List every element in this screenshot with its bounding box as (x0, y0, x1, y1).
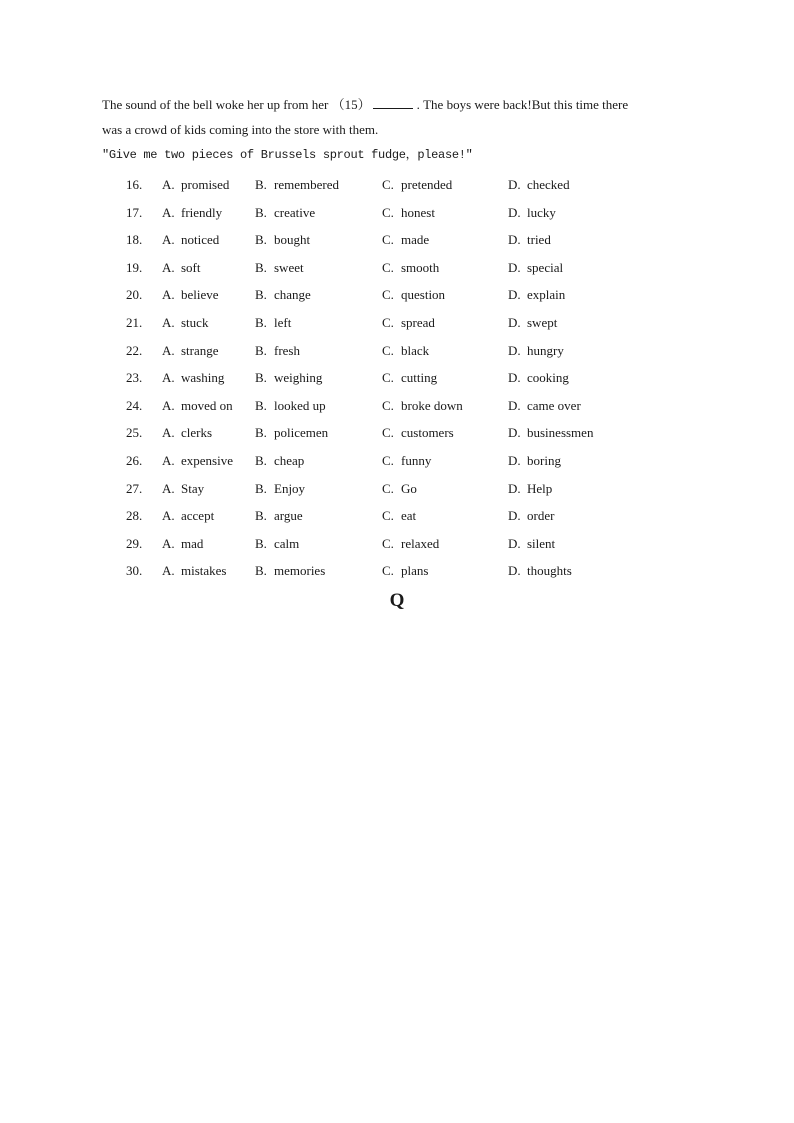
passage-line-1-start: The sound of the bell woke her up from her （15） (102, 97, 371, 112)
option-letter: B. (255, 425, 267, 441)
option-text: order (527, 508, 555, 524)
option-c (382, 171, 452, 199)
option-text: creative (274, 204, 316, 220)
question-row (0, 502, 794, 530)
option-b (255, 557, 325, 585)
option-text: boring (527, 452, 561, 468)
option-b (255, 419, 328, 447)
option-text: argue (274, 508, 303, 524)
option-b (255, 171, 339, 199)
option-text: Stay (181, 480, 205, 496)
option-c (382, 392, 463, 420)
option-letter: B. (255, 370, 267, 386)
option-text: silent (527, 535, 556, 551)
option-text: black (401, 342, 430, 358)
option-letter: D. (508, 480, 521, 496)
question-number: 29. (126, 535, 143, 551)
option-letter: A. (162, 425, 175, 441)
option-text: friendly (181, 204, 223, 220)
option-a (162, 502, 214, 530)
option-letter: D. (508, 204, 521, 220)
option-letter: A. (162, 397, 175, 413)
question-number: 26. (126, 452, 143, 468)
option-letter: A. (162, 342, 175, 358)
option-c (382, 557, 428, 585)
option-text: looked up (274, 397, 326, 413)
option-a (162, 392, 233, 420)
question-number: 16. (126, 177, 143, 192)
option-a (162, 199, 222, 227)
option-b (255, 364, 322, 392)
option-text: promised (181, 177, 230, 192)
option-letter: A. (162, 232, 175, 248)
option-d (508, 475, 552, 503)
option-text: plans (401, 563, 429, 579)
option-b (255, 392, 326, 420)
question-row (0, 364, 794, 392)
question-row (0, 281, 794, 309)
option-b (255, 447, 304, 475)
option-text: honest (401, 204, 435, 220)
option-text: funny (401, 452, 432, 468)
option-b (255, 530, 299, 558)
option-a (162, 530, 203, 558)
question-number: 24. (126, 397, 143, 413)
question-number: 30. (126, 563, 143, 579)
question-number: 20. (126, 287, 143, 303)
option-letter: C. (382, 287, 394, 303)
option-letter: C. (382, 452, 394, 468)
option-c (382, 530, 439, 558)
option-text: calm (274, 535, 300, 551)
option-letter: B. (255, 314, 267, 330)
passage-line-1-end: . The boys were back!But this time there (416, 97, 629, 112)
option-letter: A. (162, 480, 175, 496)
option-letter: C. (382, 177, 394, 192)
option-b (255, 199, 315, 227)
option-letter: C. (382, 480, 394, 496)
question-row (0, 475, 794, 503)
option-b (255, 226, 310, 254)
option-letter: D. (508, 287, 521, 303)
option-d (508, 392, 581, 420)
option-letter: A. (162, 370, 175, 386)
option-c (382, 364, 437, 392)
question-row (0, 419, 794, 447)
option-d (508, 226, 551, 254)
option-c (382, 419, 454, 447)
option-letter: D. (508, 232, 521, 248)
option-letter: A. (162, 287, 175, 303)
option-b (255, 475, 305, 503)
option-text: clerks (181, 425, 213, 441)
question-number: 23. (126, 370, 143, 386)
option-text: washing (181, 370, 225, 386)
option-b (255, 281, 311, 309)
option-text: policemen (274, 425, 329, 441)
option-text: made (401, 232, 430, 248)
question-row (0, 530, 794, 558)
option-d (508, 337, 564, 365)
option-d (508, 171, 570, 199)
option-text: change (274, 287, 311, 303)
option-text: accept (181, 508, 215, 524)
option-d (508, 281, 565, 309)
answer-blank-15 (373, 95, 413, 109)
option-letter: A. (162, 177, 175, 192)
question-row (0, 171, 794, 199)
question-number: 18. (126, 232, 143, 248)
option-letter: B. (255, 232, 267, 248)
option-text: cutting (401, 370, 438, 386)
option-letter: D. (508, 314, 521, 330)
passage-line-2: was a crowd of kids coming into the store with them. (102, 122, 379, 137)
option-a (162, 337, 219, 365)
option-text: soft (181, 259, 201, 275)
option-letter: B. (255, 204, 267, 220)
option-a (162, 364, 224, 392)
option-letter: D. (508, 452, 521, 468)
option-letter: A. (162, 452, 175, 468)
option-c (382, 281, 445, 309)
option-d (508, 364, 569, 392)
option-letter: B. (255, 397, 267, 413)
option-text: smooth (401, 259, 440, 275)
option-letter: C. (382, 232, 394, 248)
option-text: Go (401, 480, 417, 496)
option-letter: C. (382, 370, 394, 386)
option-letter: C. (382, 508, 394, 524)
option-text: pretended (401, 177, 453, 192)
option-text: stuck (181, 314, 209, 330)
option-d (508, 199, 556, 227)
option-c (382, 226, 429, 254)
option-text: fresh (274, 342, 300, 358)
question-number: 21. (126, 314, 143, 330)
option-c (382, 447, 431, 475)
option-d (508, 557, 572, 585)
question-list (0, 171, 794, 585)
option-b (255, 502, 303, 530)
option-letter: D. (508, 508, 521, 524)
question-row (0, 392, 794, 420)
option-d (508, 530, 555, 558)
option-text: cheap (274, 452, 305, 468)
option-letter: B. (255, 535, 267, 551)
option-text: noticed (181, 232, 220, 248)
option-letter: D. (508, 259, 521, 275)
option-c (382, 337, 429, 365)
option-letter: C. (382, 259, 394, 275)
option-text: remembered (274, 177, 339, 192)
option-a (162, 309, 208, 337)
option-letter: D. (508, 535, 521, 551)
option-text: memories (274, 563, 326, 579)
passage (102, 95, 702, 170)
option-text: Enjoy (274, 480, 306, 496)
option-text: believe (181, 287, 219, 303)
question-number: 28. (126, 508, 143, 524)
option-d (508, 447, 561, 475)
question-row (0, 199, 794, 227)
option-c (382, 199, 435, 227)
option-letter: A. (162, 535, 175, 551)
option-letter: A. (162, 508, 175, 524)
option-letter: B. (255, 342, 267, 358)
option-letter: B. (255, 508, 267, 524)
option-letter: D. (508, 342, 521, 358)
option-letter: B. (255, 480, 267, 496)
question-number: 17. (126, 204, 143, 220)
option-text: question (401, 287, 446, 303)
option-a (162, 557, 227, 585)
option-letter: C. (382, 397, 394, 413)
option-text: eat (401, 508, 417, 524)
option-text: tried (527, 232, 551, 248)
question-number: 22. (126, 342, 143, 358)
option-letter: C. (382, 204, 394, 220)
option-letter: C. (382, 314, 394, 330)
option-c (382, 309, 435, 337)
option-d (508, 254, 563, 282)
passage-line-3: "Give me two pieces of Brussels sprout fudge，please!" (102, 148, 473, 162)
option-text: weighing (274, 370, 323, 386)
option-c (382, 502, 416, 530)
passage-line-1 (102, 95, 702, 120)
option-letter: A. (162, 314, 175, 330)
option-text: Help (527, 480, 553, 496)
option-letter: C. (382, 425, 394, 441)
option-letter: B. (255, 563, 267, 579)
option-letter: B. (255, 177, 267, 192)
option-text: lucky (527, 204, 556, 220)
option-b (255, 337, 300, 365)
option-text: checked (527, 177, 570, 192)
option-c (382, 475, 417, 503)
option-b (255, 254, 304, 282)
question-row (0, 309, 794, 337)
option-d (508, 309, 557, 337)
question-row (0, 254, 794, 282)
option-text: sweet (274, 259, 304, 275)
option-text: spread (401, 314, 435, 330)
option-text: businessmen (527, 425, 594, 441)
question-number: 27. (126, 480, 143, 496)
option-a (162, 226, 219, 254)
option-a (162, 254, 201, 282)
option-text: mad (181, 535, 204, 551)
option-letter: D. (508, 563, 521, 579)
option-text: moved on (181, 397, 233, 413)
option-text: special (527, 259, 564, 275)
option-a (162, 419, 212, 447)
option-a (162, 281, 219, 309)
option-letter: A. (162, 259, 175, 275)
option-letter: B. (255, 287, 267, 303)
option-text: customers (401, 425, 454, 441)
option-text: swept (527, 314, 558, 330)
option-text: hungry (527, 342, 564, 358)
option-c (382, 254, 439, 282)
option-b (255, 309, 291, 337)
question-number: 19. (126, 259, 143, 275)
option-letter: C. (382, 342, 394, 358)
question-row (0, 447, 794, 475)
option-letter: D. (508, 397, 521, 413)
question-row (0, 226, 794, 254)
option-letter: A. (162, 204, 175, 220)
option-letter: A. (162, 563, 175, 579)
option-letter: D. (508, 425, 521, 441)
option-text: broke down (401, 397, 463, 413)
option-text: came over (527, 397, 581, 413)
option-letter: C. (382, 563, 394, 579)
option-text: cooking (527, 370, 569, 386)
option-text: expensive (181, 452, 233, 468)
option-text: bought (274, 232, 311, 248)
option-text: left (274, 314, 292, 330)
option-letter: D. (508, 177, 521, 192)
question-row (0, 337, 794, 365)
option-letter: B. (255, 259, 267, 275)
question-number: 25. (126, 425, 143, 441)
option-letter: D. (508, 370, 521, 386)
option-text: strange (181, 342, 219, 358)
option-d (508, 502, 554, 530)
footer-mark: Q (389, 590, 405, 611)
option-text: relaxed (401, 535, 440, 551)
option-a (162, 475, 204, 503)
option-text: explain (527, 287, 566, 303)
option-text: mistakes (181, 563, 227, 579)
option-letter: B. (255, 452, 267, 468)
option-text: thoughts (527, 563, 572, 579)
option-letter: C. (382, 535, 394, 551)
question-row (0, 557, 794, 585)
option-a (162, 171, 229, 199)
option-a (162, 447, 233, 475)
option-d (508, 419, 593, 447)
